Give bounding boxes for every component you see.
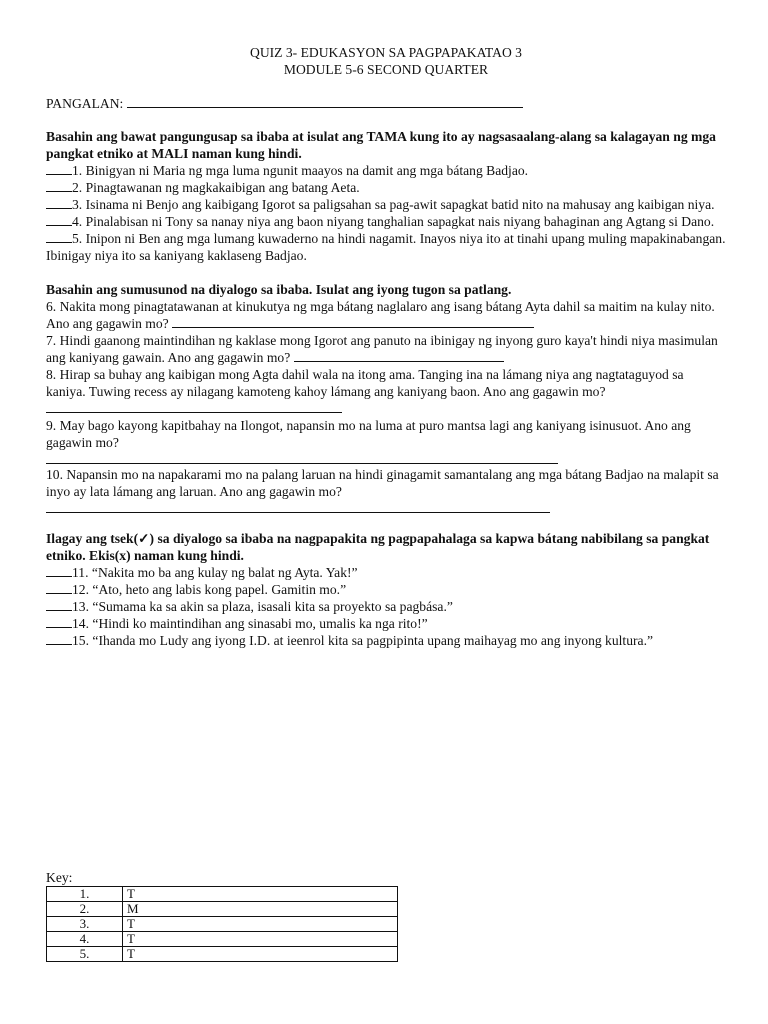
part2-item: 7. Hindi gaanong maintindihan ng kaklase mong Igorot ang panuto na ibinigay ng inyong guro kaya't hindi niya masimulan ang kaniyang gawain. Ano ang gagawin mo?	[46, 333, 718, 365]
answer-blank[interactable]	[46, 632, 72, 645]
table-row: 2. M	[47, 902, 398, 917]
quiz-subtitle: MODULE 5-6 SECOND QUARTER	[283, 62, 489, 77]
table-row: 4. T	[47, 932, 398, 947]
part2-item: 8. Hirap sa buhay ang kaibigan mong Agta dahil wala na itong ama. Tanging ina na lámang niya ang nagtataguyod sa kaniya. Tuwing recess ay nilagang kamoteng kahoy lámang ang kaniyang baon. Ano ang gagawin mo?	[46, 366, 726, 417]
table-row: 3. T	[47, 917, 398, 932]
answer-line[interactable]	[46, 451, 558, 464]
part1-section	[46, 128, 726, 264]
answer-blank[interactable]	[46, 598, 72, 611]
part2-item: 6. Nakita mong pinagtatawanan at kinukutya ng mga bátang naglalaro ang isang bátang Ayta dahil sa maitim na kulay nito. Ano ang gagawin mo?	[46, 299, 715, 331]
quiz-title: QUIZ 3- EDUKASYON SA PAGPAPAKATAO 3	[250, 45, 522, 60]
answer-blank[interactable]	[46, 230, 72, 243]
part3-item: 13. “Sumama ka sa akin sa plaza, isasali kita sa proyekto sa pagbása.”	[46, 598, 726, 615]
answer-blank[interactable]	[46, 213, 72, 226]
part1-item: 1. Binigyan ni Maria ng mga luma ngunit maayos na damit ang mga bátang Badjao.	[46, 162, 726, 179]
answer-key	[46, 869, 398, 962]
answer-blank[interactable]	[46, 564, 72, 577]
table-row: 5. T	[47, 947, 398, 962]
part3-item: 11. “Nakita mo ba ang kulay ng balat ng Ayta. Yak!”	[46, 564, 726, 581]
quiz-header	[46, 44, 726, 78]
part2-instruction: Basahin ang sumusunod na diyalogo sa ibaba. Isulat ang iyong tugon sa patlang.	[46, 282, 512, 297]
answer-blank[interactable]	[46, 581, 72, 594]
part1-instruction: Basahin ang bawat pangungusap sa ibaba at isulat ang TAMA kung ito ay nagsasaalang-alang sa kalagayan ng mga pangkat etniko at MALI naman kung hindi.	[46, 129, 716, 161]
answer-blank[interactable]	[46, 162, 72, 175]
answer-key-table	[46, 886, 398, 962]
part2-item: 10. Napansin mo na napakarami mo na palang laruan na hindi ginagamit samantalang ang mga bátang Badjao na malapit sa inyo ay lata lámang ang laruan. Ano ang gagawin mo?	[46, 467, 719, 499]
part3-item: 12. “Ato, heto ang labis kong papel. Gamitin mo.”	[46, 581, 726, 598]
part2-item: 9. May bago kayong kapitbahay na Ilongot, napansin mo na luma at puro mantsa lagi ang kaniyang isinusuot. Ano ang gagawin mo?	[46, 418, 691, 450]
part1-item: 5. Inipon ni Ben ang mga lumang kuwaderno na hindi nagamit. Inayos niya ito at tinahi upang muling mapakinabangan. Ibinigay niya ito sa kaniyang kaklaseng Badjao.	[46, 231, 726, 263]
answer-blank[interactable]	[46, 615, 72, 628]
answer-blank[interactable]	[294, 349, 504, 362]
part1-item: 4. Pinalabisan ni Tony sa nanay niya ang baon niyang tanghalian sapagkat nais niyang bahaginan ang Agtang si Dano.	[46, 213, 726, 230]
answer-blank[interactable]	[46, 196, 72, 209]
table-row: 1. T	[47, 887, 398, 902]
quiz-page	[46, 44, 726, 649]
part1-item: 2. Pinagtawanan ng magkakaibigan ang batang Aeta.	[46, 179, 726, 196]
part2-section	[46, 281, 726, 513]
part3-item: 15. “Ihanda mo Ludy ang iyong I.D. at ieenrol kita sa pagpipinta upang maihayag mo ang inyong kultura.”	[46, 632, 726, 649]
key-label: Key:	[46, 870, 73, 885]
part1-item: 3. Isinama ni Benjo ang kaibigang Igorot sa paligsahan sa pag-awit sapagkat batid nito na mahusay ang kaibigan niya.	[46, 196, 726, 213]
name-field	[46, 95, 726, 112]
answer-line[interactable]	[46, 500, 550, 513]
name-blank[interactable]	[127, 95, 523, 108]
answer-blank[interactable]	[172, 315, 534, 328]
answer-blank[interactable]	[46, 179, 72, 192]
part3-item: 14. “Hindi ko maintindihan ang sinasabi mo, umalis ka nga rito!”	[46, 615, 726, 632]
part3-instruction: Ilagay ang tsek(✓) sa diyalogo sa ibaba na nagpapakita ng pagpapahalaga sa kapwa bátang nabibilang sa pangkat etniko. Ekis(x) naman kung hindi.	[46, 531, 710, 563]
answer-blank[interactable]	[46, 400, 342, 413]
name-label: PANGALAN:	[46, 96, 124, 111]
part3-section	[46, 530, 726, 649]
